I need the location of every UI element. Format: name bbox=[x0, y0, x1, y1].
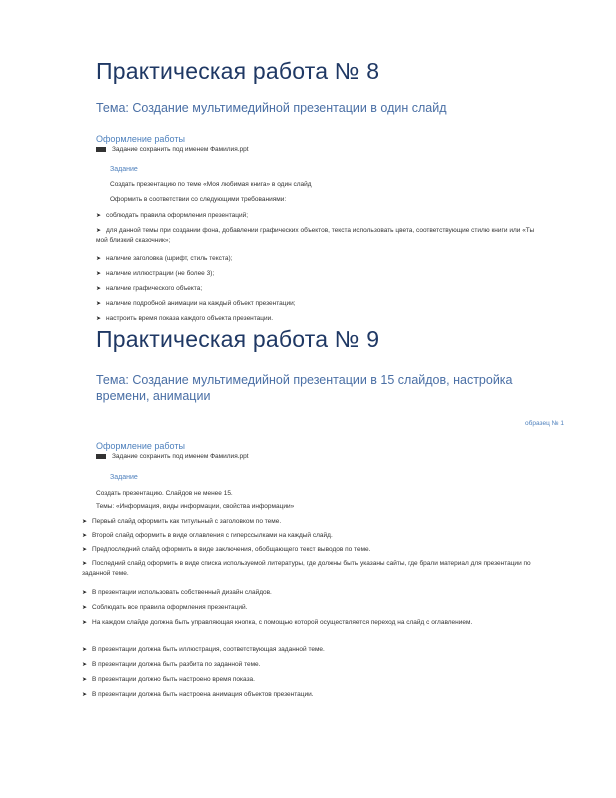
arrow-bullet-icon: ➤ bbox=[82, 647, 88, 653]
list-item: В презентации должно быть настроено время показа. bbox=[92, 676, 255, 683]
list-item: В презентации должна быть настроена анимация объектов презентации. bbox=[92, 691, 314, 698]
arrow-bullet-icon: ➤ bbox=[82, 692, 88, 698]
work8-bullet bbox=[96, 314, 273, 324]
list-item: наличие иллюстрации (не более 3); bbox=[106, 270, 215, 277]
arrow-bullet-icon: ➤ bbox=[96, 228, 102, 234]
list-item: Соблюдать все правила оформления презентаций. bbox=[92, 604, 248, 611]
list-item: наличие графического объекта; bbox=[106, 285, 203, 292]
work8-topic: Тема: Создание мультимедийной презентации в один слайд bbox=[96, 101, 447, 115]
arrow-bullet-icon: ➤ bbox=[82, 547, 88, 553]
work8-intro-2: Оформить в соответствии со следующими требованиями: bbox=[110, 196, 287, 203]
list-item: настроить время показа каждого объекта презентации. bbox=[106, 315, 274, 322]
list-item: Первый слайд оформить как титульный с заголовком по теме. bbox=[92, 518, 282, 525]
work9-bullet bbox=[82, 559, 542, 578]
work9-bullet bbox=[82, 588, 272, 598]
work9-design-heading: Оформление работы bbox=[96, 441, 185, 451]
list-item: В презентации должна быть разбита по заданной теме. bbox=[92, 661, 261, 668]
list-item: Последний слайд оформить в виде списка используемой литературы, где должны быть указаны сайты, где брали материал для презентации по заданной теме. bbox=[82, 560, 531, 577]
arrow-bullet-icon: ➤ bbox=[82, 590, 88, 596]
filled-box-icon bbox=[96, 454, 106, 459]
work8-bullet bbox=[96, 211, 248, 221]
arrow-bullet-icon: ➤ bbox=[96, 316, 102, 322]
list-item: соблюдать правила оформления презентаций; bbox=[106, 212, 249, 219]
list-item: для данной темы при создании фона, добавлении графических объектов, текста использовать цвета, соответствующие стилю книги или «Ты мой близкий сказочник»; bbox=[96, 227, 535, 244]
list-item: наличие подробной анимации на каждый объект презентации; bbox=[106, 300, 296, 307]
arrow-bullet-icon: ➤ bbox=[82, 533, 88, 539]
list-item: На каждом слайде должна быть управляющая кнопка, с помощью которой осуществляется переход на слайд с оглавлением. bbox=[92, 619, 473, 626]
work9-topic: Тема: Создание мультимедийной презентации в 15 слайдов, настройка времени, анимации bbox=[96, 373, 513, 403]
work8-title: Практическая работа № 8 bbox=[96, 58, 380, 84]
arrow-bullet-icon: ➤ bbox=[96, 271, 102, 277]
work9-bullet bbox=[82, 675, 255, 685]
work8-design-heading: Оформление работы bbox=[96, 134, 185, 144]
arrow-bullet-icon: ➤ bbox=[82, 620, 88, 626]
list-item: Второй слайд оформить в виде оглавления с гиперссылками на каждый слайд. bbox=[92, 532, 333, 539]
work9-bullet bbox=[82, 603, 247, 613]
work9-title: Практическая работа № 9 bbox=[96, 326, 380, 352]
arrow-bullet-icon: ➤ bbox=[82, 519, 88, 525]
work9-bullet bbox=[82, 618, 552, 628]
arrow-bullet-icon: ➤ bbox=[82, 677, 88, 683]
arrow-bullet-icon: ➤ bbox=[96, 301, 102, 307]
list-item: В презентации использовать собственный дизайн слайдов. bbox=[92, 589, 272, 596]
work8-bullet bbox=[96, 254, 232, 264]
arrow-bullet-icon: ➤ bbox=[96, 256, 102, 262]
list-item: наличие заголовка (шрифт, стиль текста); bbox=[106, 255, 233, 262]
arrow-bullet-icon: ➤ bbox=[82, 605, 88, 611]
list-item: В презентации должна быть иллюстрация, соответствующая заданной теме. bbox=[92, 646, 325, 653]
work8-bullet bbox=[96, 269, 214, 279]
arrow-bullet-icon: ➤ bbox=[96, 286, 102, 292]
work9-bullet bbox=[82, 645, 325, 655]
work8-intro-1: Создать презентацию по теме «Моя любимая книга» в один слайд bbox=[110, 181, 312, 188]
arrow-bullet-icon: ➤ bbox=[82, 662, 88, 668]
work8-design-text: Задание сохранить под именем Фамилия.ppt bbox=[112, 146, 249, 153]
arrow-bullet-icon: ➤ bbox=[96, 213, 102, 219]
work9-sample-note: образец № 1 bbox=[525, 420, 564, 427]
work8-tasks-heading: Задание bbox=[110, 166, 138, 173]
list-item: Предпоследний слайд оформить в виде заключения, обобщающего текст выводов по теме. bbox=[92, 546, 371, 553]
work9-bullet bbox=[82, 531, 333, 541]
work9-bullet bbox=[82, 545, 370, 555]
work9-tasks-heading: Задание bbox=[110, 474, 138, 481]
work9-design-line bbox=[96, 453, 249, 460]
work9-design-text: Задание сохранить под именем Фамилия.ppt bbox=[112, 453, 249, 460]
work9-intro-2: Темы: «Информация, виды информации, свойства информации» bbox=[96, 503, 295, 510]
work8-bullet bbox=[96, 284, 202, 294]
work9-bullet bbox=[82, 690, 314, 700]
work9-bullet bbox=[82, 660, 260, 670]
arrow-bullet-icon: ➤ bbox=[82, 561, 88, 567]
work9-intro-1: Создать презентацию. Слайдов не менее 15. bbox=[96, 490, 233, 497]
work8-bullet bbox=[96, 299, 296, 309]
work9-bullet bbox=[82, 517, 281, 527]
work8-bullet bbox=[96, 226, 536, 245]
filled-box-icon bbox=[96, 147, 106, 152]
work8-design-line bbox=[96, 146, 249, 153]
